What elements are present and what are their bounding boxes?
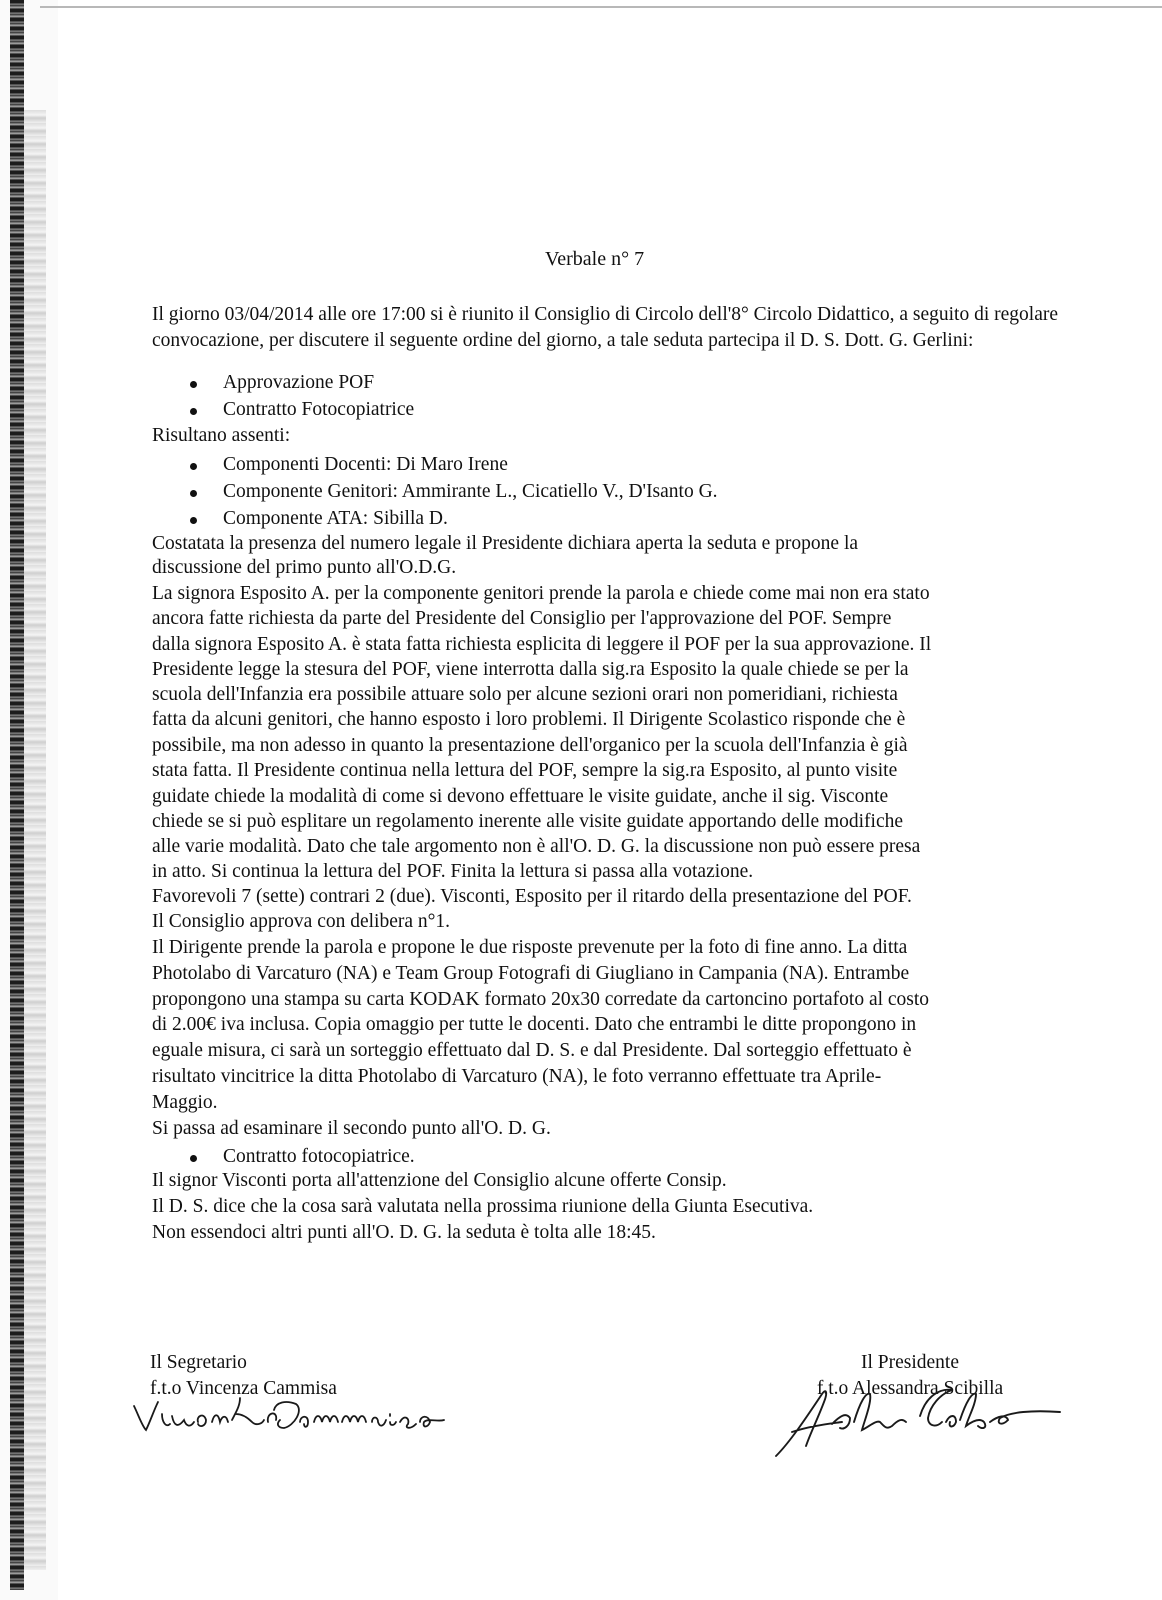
absent-label: Risultano assenti: bbox=[152, 425, 291, 446]
body-line: propongono una stampa su carta KODAK formato 20x30 corredate da cartoncino portafoto al costo bbox=[152, 989, 930, 1010]
bullet-icon bbox=[190, 381, 197, 388]
president-signature bbox=[770, 1372, 1070, 1462]
intro-paragraph: Il giorno 03/04/2014 alle ore 17:00 si è riunito il Consiglio di Circolo dell'8° Circolo Didattico, a seguito di regolare convocazione, per discutere il seguente ordine del giorno, a tale seduta partecipa il D. S. Dott. G. Gerlini: bbox=[152, 304, 1058, 352]
body-line: in atto. Si continua la lettura del POF. Finita la lettura si passa alla votazione. bbox=[152, 861, 754, 882]
document-title: Verbale n° 7 bbox=[545, 248, 645, 270]
body-line: risultato vincitrice la ditta Photolabo di Varcaturo (NA), le foto verranno effettuate tra Aprile- bbox=[152, 1066, 882, 1087]
body-line: fatta da alcuni genitori, che hanno esposto i loro problemi. Il Dirigente Scolastico risponde che è bbox=[152, 709, 906, 730]
president-role: Il Presidente bbox=[860, 1352, 959, 1373]
secretary-role: Il Segretario bbox=[150, 1352, 247, 1373]
body-line: possibile, ma non adesso in quanto la presentazione dell'organico per la scuola dell'Infanzia è già bbox=[152, 735, 908, 756]
closing-line: Non essendoci altri punti all'O. D. G. la seduta è tolta alle 18:45. bbox=[152, 1222, 656, 1243]
bullet-icon bbox=[190, 463, 197, 470]
body-line: dalla signora Esposito A. è stata fatta richiesta esplicita di leggere il POF per la sua approvazione. Il bbox=[152, 634, 932, 655]
body-line: eguale misura, ci sarà un sorteggio effettuato dal D. S. e dal Presidente. Dal sorteggio effettuato è bbox=[152, 1040, 912, 1061]
bullet-icon bbox=[190, 1155, 197, 1162]
body-line: Il Dirigente prende la parola e propone le due risposte prevenute per la foto di fine anno. La ditta bbox=[152, 937, 908, 958]
body-line: Maggio. bbox=[152, 1092, 218, 1113]
absent-item: Componente ATA: Sibilla D. bbox=[190, 506, 448, 532]
body-line: di 2.00€ iva inclusa. Copia omaggio per tutte le docenti. Dato che entrambi le ditte propongono in bbox=[152, 1014, 917, 1035]
secretary-signature bbox=[128, 1392, 448, 1442]
agenda-item: Contratto Fotocopiatrice bbox=[190, 397, 414, 423]
body-line: Costatata la presenza del numero legale il Presidente dichiara aperta la seduta e propone la bbox=[152, 533, 859, 554]
bullet-icon bbox=[190, 517, 197, 524]
president-name: f.t.o Alessandra Scibilla bbox=[816, 1378, 1004, 1399]
body-line: Photolabo di Varcaturo (NA) e Team Group Fotografi di Giugliano in Campania (NA). Entrambe bbox=[152, 963, 910, 984]
body-line: scuola dell'Infanzia era possibile attuare solo per alcune sezioni orari non pomeridiani, richiesta bbox=[152, 684, 898, 705]
body-line: chiede se si può esplitare un regolamento inerente alle visite guidate apportando delle modifiche bbox=[152, 811, 904, 832]
closing-line: Il D. S. dice che la cosa sarà valutata nella prossima riunione della Giunta Esecutiva. bbox=[152, 1196, 814, 1217]
agenda-item: Approvazione POF bbox=[190, 370, 374, 396]
body-line: La signora Esposito A. per la componente genitori prende la parola e chiede come mai non era stato bbox=[152, 583, 930, 604]
body-line: Presidente legge la stesura del POF, viene interrotta dalla sig.ra Esposito la quale chiede se per la bbox=[152, 659, 909, 680]
body-line: Il Consiglio approva con delibera n°1. bbox=[152, 911, 451, 932]
secretary-name: f.t.o Vincenza Cammisa bbox=[150, 1378, 337, 1399]
bullet-icon bbox=[190, 490, 197, 497]
absent-item: Componente Genitori: Ammirante L., Cicatiello V., D'Isanto G. bbox=[190, 479, 718, 505]
body-line: discussione del primo punto all'O.D.G. bbox=[152, 557, 457, 578]
closing-line: Il signor Visconti porta all'attenzione del Consiglio alcune offerte Consip. bbox=[152, 1170, 727, 1191]
body-line: Favorevoli 7 (sette) contrari 2 (due). Visconti, Esposito per il ritardo della presentazione del POF. bbox=[152, 886, 912, 907]
bullet-icon bbox=[190, 408, 197, 415]
body-line: stata fatta. Il Presidente continua nella lettura del POF, sempre la sig.ra Esposito, al punto visite bbox=[152, 760, 898, 781]
body-line: ancora fatte richiesta da parte del Presidente del Consiglio per l'approvazione del POF. Sempre bbox=[152, 608, 892, 629]
body-line: Si passa ad esaminare il secondo punto all'O. D. G. bbox=[152, 1118, 551, 1139]
absent-item: Componenti Docenti: Di Maro Irene bbox=[190, 452, 508, 478]
body-line: alle varie modalità. Dato che tale argomento non è all'O. D. G. la discussione non può essere presa bbox=[152, 836, 921, 857]
body-line: guidate chiede la modalità di come si devono effettuare le visite guidate, anche il sig. Visconte bbox=[152, 786, 889, 807]
second-agenda-item: Contratto fotocopiatrice. bbox=[190, 1144, 415, 1170]
